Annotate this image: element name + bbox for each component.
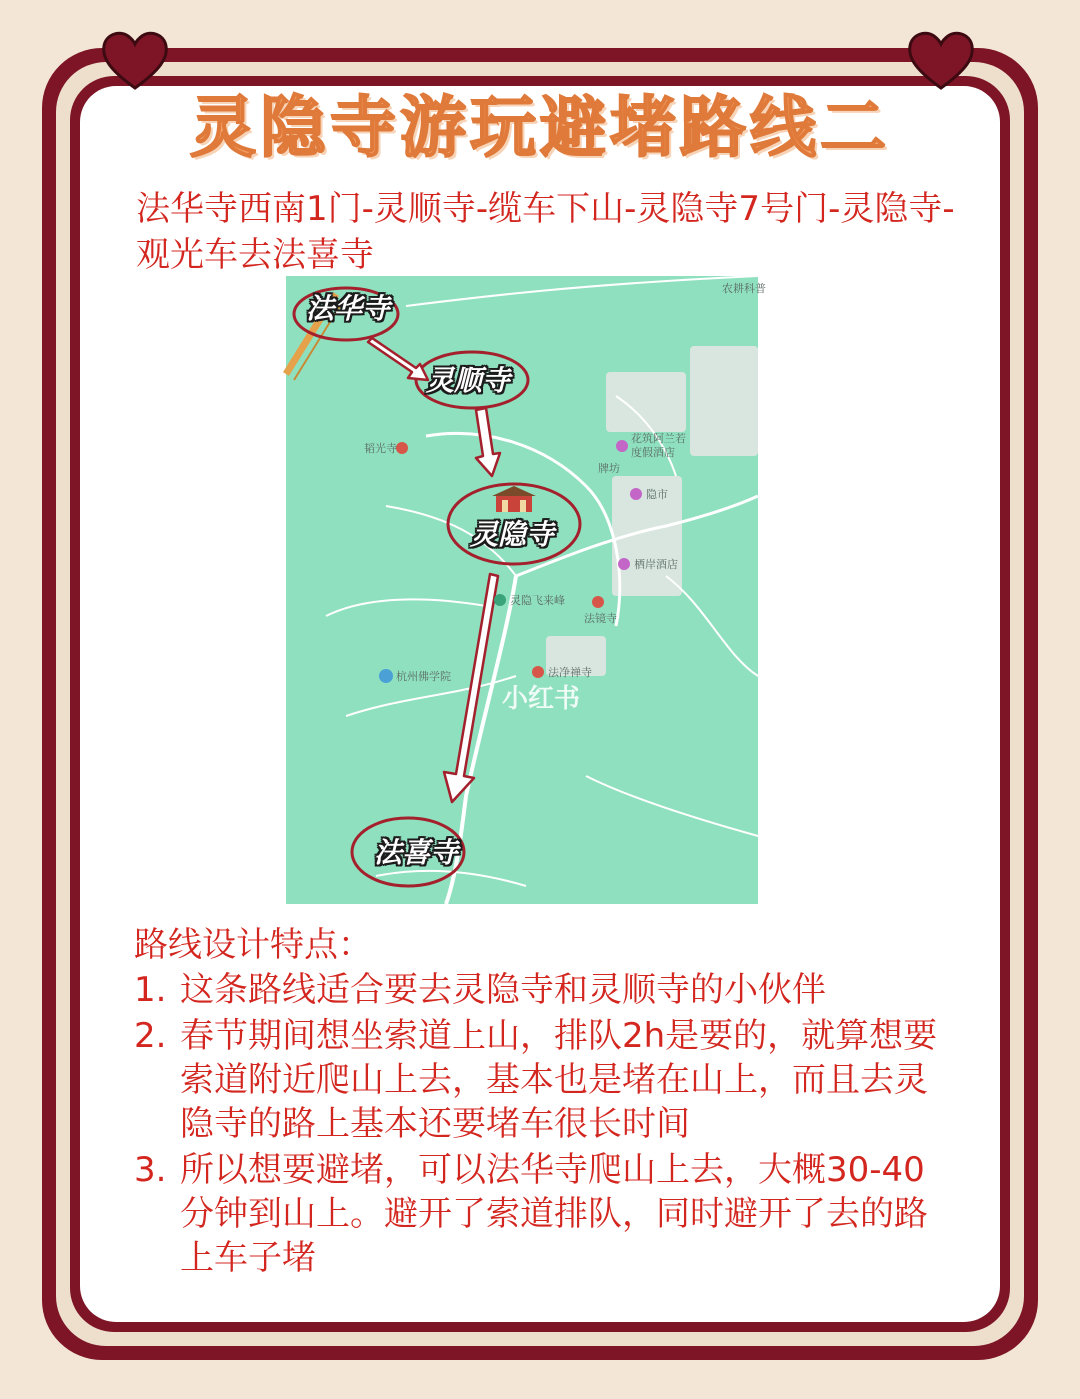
map-roads <box>286 276 758 904</box>
heart-icon-left <box>100 28 170 92</box>
features-list <box>134 968 954 1282</box>
route-map <box>286 276 766 904</box>
temple-label-lingshun: 灵顺寺 <box>426 364 511 397</box>
poi-label: 灵隐飞来峰 <box>510 594 565 607</box>
list-text: 春节期间想坐索道上山，排队2h是要的，就算想要索道附近爬山上去，基本也是堵在山上，而且去灵隐寺的路上基本还要堵车很长时间 <box>180 1016 938 1144</box>
poi-label: 韬光寺 <box>364 442 397 455</box>
watermark: 小红书 <box>502 684 581 714</box>
features-title: 路线设计特点： <box>134 925 372 965</box>
poi-label: 牌坊 <box>598 462 620 475</box>
poi-label: 花筑阿兰若度假酒店 <box>631 432 686 459</box>
list-item <box>134 1148 954 1280</box>
poi-label: 隐市 <box>646 488 668 501</box>
poi-label: 杭州佛学院 <box>396 670 451 683</box>
poi-label: 法净禅寺 <box>548 666 592 679</box>
heart-icon-right <box>906 28 976 92</box>
list-number: 1. <box>134 970 167 1010</box>
temple-label-lingyin: 灵隐寺 <box>470 518 555 551</box>
page-title: 灵隐寺游玩避堵路线二 <box>190 89 890 166</box>
poi-label: 栖岸酒店 <box>634 558 678 571</box>
temple-label-faxi: 法喜寺 <box>374 836 459 869</box>
poi-label: 农耕科普 <box>722 282 766 295</box>
list-number: 2. <box>134 1016 167 1056</box>
poi-label: 法镜寺 <box>584 612 617 625</box>
list-text: 这条路线适合要去灵隐寺和灵顺寺的小伙伴 <box>180 970 826 1010</box>
temple-label-fahua: 法华寺 <box>306 292 391 325</box>
list-item <box>134 968 954 1012</box>
route-description: 法华寺西南1门-灵顺寺-缆车下山-灵隐寺7号门-灵隐寺-观光车去法喜寺 <box>136 189 955 275</box>
list-item <box>134 1014 954 1146</box>
list-number: 3. <box>134 1150 167 1190</box>
list-text: 所以想要避堵，可以法华寺爬山上去，大概30-40分钟到山上。避开了索道排队，同时避开了去的路上车子堵 <box>180 1150 928 1278</box>
